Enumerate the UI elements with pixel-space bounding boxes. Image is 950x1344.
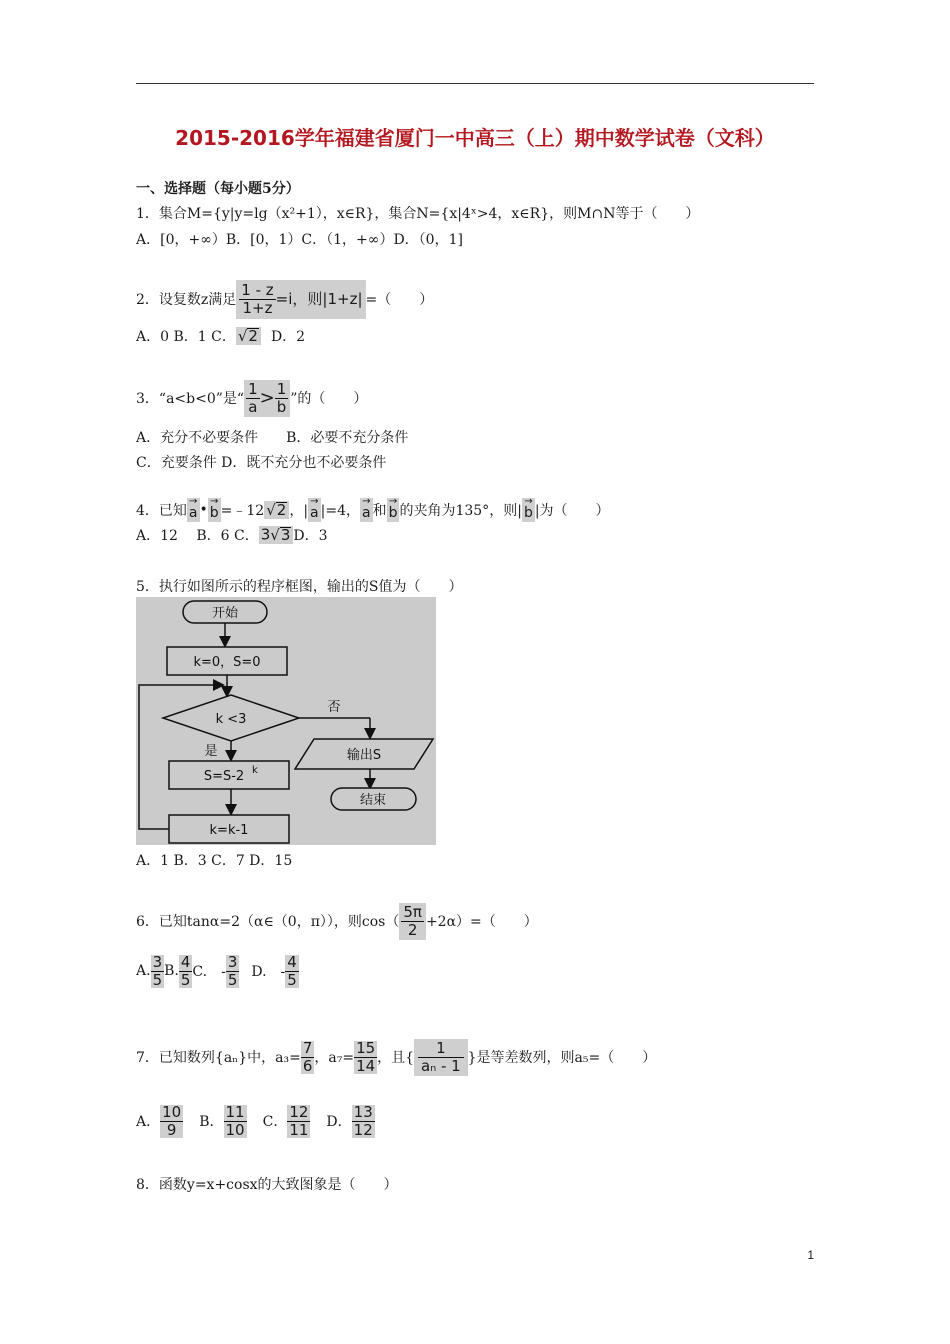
q4-vector-a-3 bbox=[360, 498, 373, 521]
q4-eq1: =﹣12 bbox=[220, 503, 265, 519]
q6-opt-d-label: D. - bbox=[251, 964, 286, 980]
q7-opt-b-num: 11 bbox=[225, 1102, 245, 1121]
q6-opt-c-label: C. - bbox=[192, 964, 226, 980]
q7-mid2: ，且{ bbox=[377, 1050, 415, 1066]
q6-formula bbox=[399, 903, 426, 940]
q7-suffix: }是等差数列，则a₅=（ ） bbox=[467, 1050, 657, 1066]
q6-opt-b-den: 5 bbox=[180, 970, 191, 989]
q3-frac-1-den: a bbox=[248, 397, 258, 416]
q7-opt-a-den: 9 bbox=[166, 1120, 177, 1139]
flow-update-k-label: k=k-1 bbox=[209, 823, 249, 838]
q6-opt-b-num: 4 bbox=[180, 952, 191, 971]
q3-frac-1-num: 1 bbox=[248, 379, 258, 398]
section-heading: 一、选择题（每小题5分） bbox=[136, 181, 300, 197]
q3-prefix: 3．“a<b<0”是“ bbox=[136, 391, 245, 407]
q7-opt-b-den: 10 bbox=[225, 1120, 245, 1139]
vector-arrow-icon: → bbox=[388, 496, 398, 508]
q4-vector-a-2 bbox=[308, 498, 321, 521]
vector-arrow-icon: → bbox=[210, 496, 219, 508]
q7-opt-b-label: B． bbox=[199, 1114, 224, 1130]
q7-opt-c-den: 11 bbox=[289, 1120, 309, 1139]
q6-opt-c-num: 3 bbox=[227, 952, 238, 971]
q7-opt-a-label: A． bbox=[136, 1114, 161, 1130]
q7-mid: ，a₇= bbox=[314, 1050, 355, 1066]
q7-opt-d-den: 12 bbox=[353, 1120, 373, 1139]
q7-a7-frac bbox=[354, 1038, 377, 1075]
q3-stem bbox=[136, 377, 367, 419]
flow-condition-label: k <3 bbox=[215, 712, 247, 727]
vector-arrow-icon: → bbox=[362, 496, 371, 508]
q4-vector-b-3 bbox=[522, 498, 535, 521]
q6-opt-c-frac bbox=[226, 952, 240, 989]
q6-options bbox=[136, 948, 299, 994]
q4-stem bbox=[136, 496, 610, 524]
q4-mid1: ，| bbox=[289, 503, 309, 519]
q2-formula bbox=[236, 280, 365, 319]
flowchart bbox=[136, 597, 436, 845]
q4-vector-b-2-letter: b bbox=[388, 505, 398, 522]
q4-opt-c-sqrt: √3 bbox=[270, 526, 291, 544]
q4-sqrt-2-radicand: 2 bbox=[276, 501, 287, 519]
flow-no-label: 否 bbox=[327, 700, 341, 715]
q2-suffix: =（ ） bbox=[365, 292, 434, 308]
q4-dot: • bbox=[199, 502, 208, 518]
q6-opt-a-den: 5 bbox=[152, 970, 163, 989]
q4-opt-ab: A．12 B．6 C． bbox=[136, 528, 259, 544]
q5-options: A．1 B．3 C．7 D．15 bbox=[136, 853, 293, 869]
q7-seq-den: aₙ - 1 bbox=[421, 1056, 461, 1075]
q4-opt-c-radicand: 3 bbox=[280, 526, 291, 544]
vector-arrow-icon: → bbox=[189, 496, 198, 508]
q4-sqrt-2: √2 bbox=[264, 501, 289, 519]
q2-prefix: 2．设复数z满足 bbox=[136, 292, 237, 308]
q3-frac-2 bbox=[275, 379, 289, 416]
q4-opt-d: D．3 bbox=[293, 528, 328, 544]
q7-opt-c-frac bbox=[287, 1102, 310, 1139]
q7-seq-frac bbox=[414, 1039, 468, 1076]
page-number: 1 bbox=[807, 1248, 814, 1262]
q4-vector-b-2 bbox=[387, 498, 400, 521]
q2-opt-d: D．2 bbox=[270, 329, 306, 345]
q4-opt-c bbox=[259, 526, 294, 544]
flow-start-label: 开始 bbox=[211, 606, 239, 621]
q4-vector-b-letter: b bbox=[209, 505, 219, 522]
q6-opt-a-frac bbox=[151, 952, 165, 989]
q7-seq-num: 1 bbox=[418, 1041, 464, 1058]
q7-opt-a-num: 10 bbox=[162, 1102, 182, 1121]
q3-options-1: A．充分不必要条件 B．必要不充分条件 bbox=[136, 430, 409, 446]
q7-opt-d-num: 13 bbox=[353, 1102, 373, 1121]
q1-stem: 1．集合M={y|y=lg（x²+1），x∈R}，集合N={x|4ˣ>4，x∈R}，则M∩N等于（ ） bbox=[136, 206, 700, 222]
q7-a7-num: 15 bbox=[356, 1038, 376, 1057]
q3-gt: > bbox=[259, 387, 275, 408]
q4-vector-a-3-letter: a bbox=[362, 505, 371, 522]
q3-formula bbox=[244, 380, 290, 417]
q6-stem bbox=[136, 898, 538, 944]
q6-opt-d-frac bbox=[285, 952, 299, 989]
q7-opt-c-num: 12 bbox=[289, 1102, 309, 1121]
q2-formula-tail: =i，则|1+z| bbox=[275, 289, 363, 308]
q4-mid2: |=4， bbox=[320, 503, 360, 519]
q6-opt-a-label: A. bbox=[136, 963, 151, 979]
q6-opt-b-label: B. bbox=[164, 963, 179, 979]
q7-a3-den: 6 bbox=[302, 1056, 313, 1075]
q4-suffix: |为（ ） bbox=[534, 503, 610, 519]
q1-options: A．[0，+∞）B．[0，1）C．（1，+∞）D．（0，1] bbox=[136, 232, 463, 248]
q6-frac-den: 2 bbox=[407, 920, 418, 939]
q2-options bbox=[136, 324, 305, 348]
q7-a7-den: 14 bbox=[356, 1056, 376, 1075]
q2-frac-den: 1+z bbox=[242, 298, 273, 317]
q3-frac-2-den: b bbox=[276, 397, 287, 416]
q4-prefix: 4．已知 bbox=[136, 503, 187, 519]
q6-opt-a-num: 3 bbox=[152, 952, 163, 971]
q6-tail: +2α）=（ ） bbox=[425, 914, 538, 930]
q7-stem bbox=[136, 1032, 656, 1082]
q7-opt-c-label: C． bbox=[262, 1114, 288, 1130]
q6-fraction bbox=[401, 902, 424, 939]
q4-vector-b bbox=[208, 498, 221, 521]
vector-arrow-icon: → bbox=[524, 496, 533, 508]
q4-mid3: 的夹角为135°，则| bbox=[399, 503, 522, 519]
q6-opt-d-num: 4 bbox=[287, 952, 297, 971]
q4-vector-a bbox=[187, 498, 200, 521]
q3-frac-2-num: 1 bbox=[276, 379, 287, 398]
q4-vector-a-letter: a bbox=[188, 505, 198, 522]
q4-vector-a-2-letter: a bbox=[310, 505, 319, 522]
q7-opt-a-frac bbox=[160, 1102, 183, 1139]
q6-opt-d-den: 5 bbox=[287, 970, 297, 989]
flowchart-svg bbox=[136, 597, 436, 845]
q7-opt-d-label: D． bbox=[326, 1114, 352, 1130]
q7-prefix: 7．已知数列{aₙ}中，a₃= bbox=[136, 1050, 301, 1066]
q6-frac-num: 5π bbox=[403, 902, 422, 921]
flow-update-s-label: S=S-2 bbox=[203, 769, 245, 784]
q6-opt-c-den: 5 bbox=[227, 970, 238, 989]
q2-opt-c-sqrt: √2 bbox=[236, 327, 261, 345]
q8-stem: 8．函数y=x+cosx的大致图象是（ ） bbox=[136, 1177, 398, 1193]
q3-options-2: C．充要条件 D．既不充分也不必要条件 bbox=[136, 455, 387, 471]
q4-opt-c-coef: 3 bbox=[260, 525, 271, 544]
q3-frac-1 bbox=[246, 379, 260, 416]
page-title: 2015-2016学年福建省厦门一中高三（上）期中数学试卷（文科） bbox=[175, 126, 775, 150]
header-rule bbox=[136, 83, 814, 84]
q2-opt-c-radicand: 2 bbox=[248, 327, 258, 345]
flow-yes-label: 是 bbox=[204, 744, 218, 759]
flow-output-label: 输出S bbox=[346, 748, 382, 763]
flow-update-s-exponent: k bbox=[252, 765, 258, 776]
q2-stem bbox=[136, 276, 433, 322]
vector-arrow-icon: → bbox=[310, 496, 319, 508]
flow-init-label: k=0，S=0 bbox=[193, 655, 261, 670]
q4-he: 和 bbox=[372, 503, 387, 519]
q7-options bbox=[136, 1098, 375, 1144]
q5-stem: 5．执行如图所示的程序框图，输出的S值为（ ） bbox=[136, 579, 463, 595]
flow-end-label: 结束 bbox=[359, 793, 387, 808]
q2-fraction bbox=[239, 280, 275, 317]
q2-frac-num: 1 - z bbox=[241, 280, 274, 299]
q3-suffix: ”的（ ） bbox=[290, 391, 368, 407]
q4-vector-b-3-letter: b bbox=[523, 505, 533, 522]
q7-opt-d-frac bbox=[352, 1102, 375, 1139]
q6-prefix: 6．已知tanα=2（α∈（0，π）），则cos（ bbox=[136, 914, 400, 930]
q7-opt-b-frac bbox=[224, 1102, 247, 1139]
q7-a3-num: 7 bbox=[302, 1038, 313, 1057]
q7-a3-frac bbox=[301, 1038, 315, 1075]
q4-options bbox=[136, 523, 328, 547]
q2-opt-ab: A．0 B．1 C． bbox=[136, 329, 236, 345]
q6-opt-b-frac bbox=[179, 952, 193, 989]
